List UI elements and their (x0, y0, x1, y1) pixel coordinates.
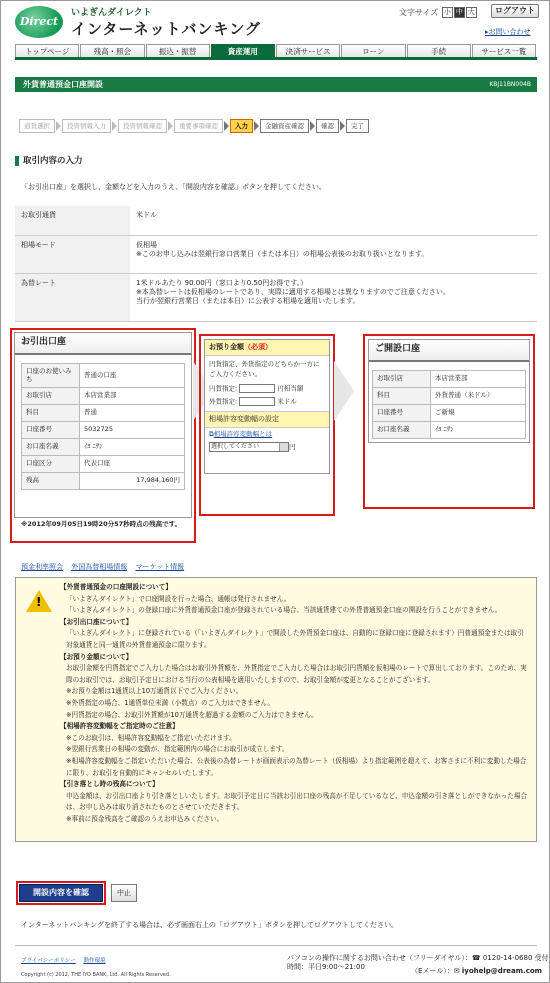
inquiry-link[interactable]: ▸お問い合わせ (485, 28, 531, 36)
email-label: （Eメール）： (411, 967, 454, 975)
row-value: 5032725 (80, 421, 185, 438)
fx-unit: 米ドル (277, 397, 297, 406)
notice-line: 「いよぎんダイレクト」の登録口座に外貨普通預金口座が登録されている場合、当該通貨建ての外貨普通預金口座の開設を行うことができません。 (66, 606, 502, 615)
notice-heading: 【外貨普通預金の口座開設について】 (60, 583, 172, 591)
row-value: 代表口座 (80, 455, 185, 472)
notice-heading: 【相場許容変動幅をご指定時のご注意】 (60, 722, 179, 731)
notice-line: ※円貨指定の場合、お取引外貨額が10万通貨を超過する金額のご入力はできません。 (66, 710, 318, 719)
step-complete: 完了 (346, 119, 369, 133)
open-table (372, 370, 526, 439)
info-value (130, 206, 537, 235)
limit-help-label: 相場許容変動幅とは (213, 430, 273, 439)
email-address: iyohelp@dream.com (461, 967, 542, 975)
page-title-bar (15, 77, 537, 92)
row-value: 外貨普通（米ドル） (431, 387, 526, 404)
limit-select[interactable]: 選択してください (209, 442, 289, 452)
info-value-line: 米ドル (136, 211, 157, 219)
limit-select-row (205, 441, 329, 453)
intro-text: 「お引出口座」を選択し、金額などを入力のうえ、「開設内容を確認」ボタンを押してください。 (21, 183, 326, 191)
info-value-line: 仮相場 (136, 240, 157, 249)
mail-icon: ✉ (453, 967, 462, 975)
step-arrow-icon (56, 121, 61, 131)
contact-email (411, 967, 542, 976)
confirm-button[interactable]: 開設内容を確認 (19, 884, 103, 902)
step-confirm: 確認 (316, 119, 339, 133)
notice-line: ※相場許容変動幅をご指定いただいた場合、公表後の為替レートが画面表示の為替レート（仮相場）より指定範囲を超えて、お客さまに不利に変動した場合に限り、お取引を自動的にキャンセルいたします。 (66, 756, 527, 777)
step-invest-confirm: 投資情報確認 (118, 119, 167, 133)
balance-note: ※2012年09月05日19時20分57秒時点の残高です。 (21, 520, 182, 528)
nav-investment[interactable]: 資産運用 (211, 44, 275, 57)
notice-line: 「いよぎんダイレクト」で口座開設を行った場合、通帳は発行されません。 (66, 594, 291, 603)
brand-small: いよぎんダイレクト (71, 8, 152, 18)
notice-line: ※翌銀行営業日の相場の変動が、指定範囲内の場合にお取引が成立します。 (66, 745, 289, 754)
balance-value: 17,984,160円 (80, 472, 185, 489)
notice-line: 申込金額は、お引出口座より引き落としいたします。お取引予定日に当該お引出口座の残高が不足しているなど、申込金額の引き落としができなかった場合は、お申し込みは取り消されたものとさせていただきます。 (66, 791, 528, 812)
step-input: 入力 (230, 119, 253, 133)
row-value: 本店営業部 (431, 370, 526, 387)
notice-line: ※お預り金額は1通貨以上10万通貨以下でご入力ください。 (66, 687, 243, 696)
progress-steps (19, 119, 369, 133)
fx-amount-input[interactable] (239, 397, 275, 406)
limit-help-link[interactable] (205, 428, 329, 440)
row-key: 口座番号 (373, 404, 431, 421)
notice-line: ※このお取引は、相場許容変動幅をご指定いただけます。 (66, 733, 236, 742)
deposit-title (205, 340, 329, 356)
notice-heading: 【お引出口座について】 (60, 617, 133, 626)
window-icon: ⧉ (209, 430, 214, 439)
row-value: 本店営業部 (80, 387, 185, 404)
page-title: 外貨普通預金口座開設 (23, 80, 103, 89)
font-large-button[interactable]: 大 (467, 8, 475, 16)
withdraw-account-panel (14, 332, 192, 518)
nav-transfer[interactable]: 振込・振替 (146, 44, 210, 57)
transaction-info-table (15, 206, 537, 322)
nav-procedure[interactable]: 手続 (407, 44, 471, 57)
table-row (22, 455, 185, 472)
font-small-button[interactable]: 小 (443, 8, 451, 16)
row-key: 残高 (22, 472, 80, 489)
step-arrow-icon (310, 121, 315, 131)
yen-amount-input[interactable] (239, 384, 275, 393)
row-key: お口座名義 (373, 421, 431, 438)
info-value-line: ※本為替レートは仮相場のレートであり、実際に適用する相場とは異なりますのでご注意ください。 (136, 287, 450, 296)
withdraw-title: お引出口座 (15, 333, 191, 355)
copyright: Copyright (c) 2012, THE IYO BANK, Ltd. All Rights Reserved. (21, 972, 171, 978)
table-row (22, 404, 185, 421)
main-nav (15, 44, 537, 60)
info-value (130, 273, 537, 321)
nav-top[interactable]: トップページ (15, 44, 79, 57)
font-medium-button[interactable]: 中 (455, 8, 463, 16)
footer-links (21, 958, 112, 965)
row-key: お取引店 (22, 387, 80, 404)
phone-number: 0120-14-0680 受付時間：平日9:00～21:00 (287, 954, 549, 972)
environment-link[interactable]: 動作環境 (83, 958, 106, 964)
table-row (22, 387, 185, 404)
row-value: ｲﾖ ﾆｻﾝ (80, 438, 185, 455)
step-arrow-icon (254, 121, 259, 131)
phone-icon: ☎ (471, 954, 483, 962)
notice-line: ※外貨指定の場合、1通貨単位未満（小数点）のご入力はできません。 (66, 698, 274, 707)
yen-row (205, 382, 329, 395)
deposit-title-label: お預り金額 (209, 343, 244, 351)
section-title: 取引内容の入力 (15, 156, 83, 166)
deposit-desc: 円貨指定、外貨指定のどちらか一方にご入力ください。 (209, 360, 320, 379)
row-key: 科目 (373, 387, 431, 404)
notice-line: お取引金額を円貨指定でご入力した場合はお取引外貨額を、外貨指定でご入力した場合はお取引円貨額を仮相場のレートで算出しております。このため、実際のお取引では、お取引予定日における当行の公表相場を適用いたしますので、お取引金額が変更となることがございます。 (66, 664, 527, 684)
row-value: ｲﾖ ﾆｻﾝ (431, 421, 526, 438)
table-row (22, 472, 185, 489)
footer-divider (15, 945, 537, 946)
row-key: 口座番号 (22, 421, 80, 438)
contact-label: パソコンの操作に関するお問い合わせ（フリーダイヤル）： (287, 954, 472, 962)
deposit-amount-panel (204, 339, 330, 474)
withdraw-table (21, 363, 185, 490)
step-asset-confirm: 金融資産確認 (260, 119, 309, 133)
limit-unit: 円 (289, 442, 296, 451)
row-key: お口座名義 (22, 438, 80, 455)
logout-note: インターネットバンキングを終了する場合は、必ず画面右上の「ログアウト」ボタンを押してログアウトしてください。 (21, 921, 399, 929)
row-value: ご新規 (431, 404, 526, 421)
info-value (130, 235, 537, 273)
table-row (373, 370, 526, 387)
step-important: 重要事項確認 (174, 119, 223, 133)
notice-heading: 【お預り金額について】 (60, 652, 133, 661)
table-row (15, 206, 537, 235)
notice-box (15, 577, 537, 842)
info-value-line: ※このお申し込みは翌銀行窓口営業日（または本日）の相場公表後のお取り扱いとなります。 (136, 249, 429, 258)
privacy-link[interactable]: プライバシーポリシー (21, 958, 76, 964)
logo[interactable]: Direct (15, 6, 63, 38)
table-row (22, 421, 185, 438)
info-key: 相場モード (15, 235, 130, 273)
nav-loan[interactable]: ローン (341, 44, 405, 57)
row-key: 口座区分 (22, 455, 80, 472)
table-row (22, 363, 185, 387)
brand-large: インターネットバンキング (71, 20, 261, 38)
info-key: お取引通貨 (15, 206, 130, 235)
notice-line: ※事前に預金残高をご確認のうえお申込みください。 (66, 814, 224, 823)
info-links (21, 563, 190, 572)
step-arrow-icon (168, 121, 173, 131)
font-size-label: 文字サイズ (399, 8, 439, 17)
rate-link[interactable]: 預金利率照会 (21, 563, 63, 571)
info-value-line: 当行が翌銀行営業日（または本日）に公表する相場を適用いたします。 (136, 296, 360, 305)
flow-arrow-icon (334, 361, 354, 421)
logout-button[interactable]: ログアウト (491, 4, 539, 18)
font-size-control (399, 7, 477, 18)
fx-row (205, 395, 329, 408)
table-row (22, 438, 185, 455)
nav-balance[interactable]: 残高・照会 (80, 44, 144, 57)
step-arrow-icon (112, 121, 117, 131)
cancel-button[interactable]: 中止 (111, 884, 137, 902)
fx-rate-link[interactable]: 外国為替相場情報 (71, 563, 128, 571)
info-key: 為替レート (15, 273, 130, 321)
row-key: 口座のお使いみち (22, 363, 80, 387)
open-title: ご開設口座 (369, 340, 529, 362)
row-key: 科目 (22, 404, 80, 421)
inquiry-label: お問い合わせ (488, 28, 531, 36)
open-account-panel (368, 339, 530, 443)
step-arrow-icon (224, 121, 229, 131)
notice-line: 「いよぎんダイレクト」に登録されている（「いよぎんダイレクト」で開設した外貨預金口座は、自動的に登録口座に登録されます）円普通預金または取引対象通貨と同一通貨の外貨普通預金に限ります。 (66, 629, 524, 649)
step-currency: 通貨選択 (19, 119, 55, 133)
page-code: KBJ11BN004B (489, 81, 531, 88)
yen-unit: 円相当額 (277, 384, 304, 393)
table-row (15, 273, 537, 321)
table-row (373, 387, 526, 404)
limit-title: 相場許容変動幅の設定 (205, 411, 329, 428)
fx-label: 外貨指定: (209, 397, 238, 406)
step-arrow-icon (340, 121, 345, 131)
table-row (373, 421, 526, 438)
warning-icon: ! (26, 590, 52, 612)
row-value: 普通の口座 (80, 363, 185, 387)
notice-text (60, 582, 530, 825)
info-value-line: 1米ドルあたり 90.00円（窓口より0.50円お得です。） (136, 278, 308, 287)
yen-label: 円貨指定: (209, 384, 238, 393)
nav-payment[interactable]: 決済サービス (276, 44, 340, 57)
row-value: 普通 (80, 404, 185, 421)
row-key: お取引店 (373, 370, 431, 387)
notice-heading: 【引き落とし時の残高について】 (60, 780, 159, 789)
required-badge: （必須） (244, 343, 272, 351)
step-invest-input: 投資情報入力 (62, 119, 111, 133)
nav-services[interactable]: サービス一覧 (472, 44, 536, 57)
market-link[interactable]: マーケット情報 (135, 563, 185, 571)
table-row (373, 404, 526, 421)
table-row (15, 235, 537, 273)
